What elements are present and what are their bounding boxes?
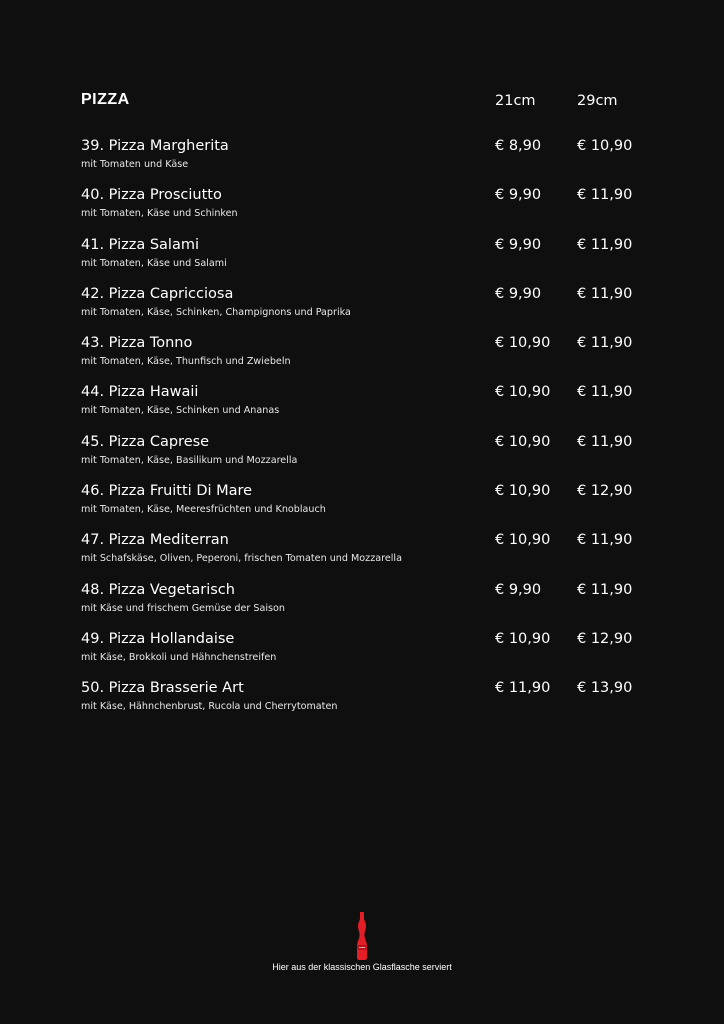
menu-item-name: 48. Pizza Vegetarisch: [81, 581, 235, 598]
menu-item-description: mit Käse und frischem Gemüse der Saison: [81, 602, 285, 614]
price-large: € 11,90: [577, 335, 633, 352]
section-header: [81, 91, 661, 115]
menu-item-name: 39. Pizza Margherita: [81, 138, 229, 154]
size-large-header: 29cm: [577, 93, 618, 109]
price-large: € 10,90: [577, 138, 633, 154]
menu-item-description: mit Schafskäse, Oliven, Peperoni, frischen Tomaten und Mozzarella: [81, 553, 402, 565]
menu-list: [81, 138, 661, 730]
menu-item: [81, 483, 661, 532]
price-small: € 10,90: [495, 630, 551, 647]
menu-item-name: 50. Pizza Brasserie Art: [81, 680, 244, 697]
price-large: € 11,90: [577, 236, 633, 253]
menu-item: [81, 434, 661, 483]
menu-item: [81, 335, 661, 384]
price-large: € 11,90: [577, 433, 633, 450]
menu-item-name: 47. Pizza Mediterran: [81, 532, 229, 549]
price-large: € 11,90: [577, 384, 633, 401]
coca-cola-bottle-icon: [352, 912, 372, 960]
price-large: € 13,90: [577, 680, 633, 697]
menu-item-name: 40. Pizza Prosciutto: [81, 187, 222, 204]
price-large: € 11,90: [577, 187, 633, 204]
price-small: € 10,90: [495, 532, 551, 549]
menu-item-name: 41. Pizza Salami: [81, 236, 199, 253]
menu-item-description: mit Tomaten, Käse, Schinken, Champignons und Paprika: [81, 306, 351, 318]
menu-item: [81, 384, 661, 433]
menu-item: [81, 532, 661, 581]
menu-item-name: 43. Pizza Tonno: [81, 335, 193, 352]
price-small: € 11,90: [495, 680, 551, 697]
menu-item: [81, 680, 661, 729]
menu-item-description: mit Tomaten und Käse: [81, 159, 189, 170]
menu-item-description: mit Tomaten, Käse, Schinken und Ananas: [81, 405, 280, 417]
price-large: € 11,90: [577, 581, 633, 598]
menu-item: [81, 286, 661, 335]
footer-note: Hier aus der klassischen Glasflasche serviert: [272, 962, 452, 972]
menu-item-name: 46. Pizza Fruitti Di Mare: [81, 483, 253, 500]
price-small: € 10,90: [495, 483, 551, 500]
menu-item-description: mit Käse, Hähnchenbrust, Rucola und Cherrytomaten: [81, 701, 338, 713]
menu-item-name: 42. Pizza Capricciosa: [81, 285, 234, 302]
price-small: € 10,90: [495, 433, 551, 450]
price-small: € 10,90: [495, 384, 551, 401]
section-title: PIZZA: [81, 91, 130, 108]
price-small: € 9,90: [495, 187, 542, 204]
menu-item-description: mit Tomaten, Käse und Salami: [81, 257, 227, 269]
menu-item-description: mit Tomaten, Käse, Basilikum und Mozzarella: [81, 454, 298, 466]
price-large: € 11,90: [577, 532, 633, 549]
price-large: € 12,90: [577, 630, 633, 647]
price-small: € 9,90: [495, 285, 542, 302]
menu-item-name: 45. Pizza Caprese: [81, 433, 210, 450]
footer: [0, 912, 724, 972]
price-small: € 9,90: [495, 581, 542, 598]
menu-item-description: mit Tomaten, Käse, Thunfisch und Zwiebeln: [81, 356, 291, 368]
menu-item-description: mit Tomaten, Käse und Schinken: [81, 208, 238, 220]
price-large: € 11,90: [577, 285, 633, 302]
menu-item: [81, 138, 661, 187]
menu-item-description: mit Käse, Brokkoli und Hähnchenstreifen: [81, 651, 277, 663]
menu-item: [81, 237, 661, 286]
menu-item-name: 44. Pizza Hawaii: [81, 384, 199, 401]
price-small: € 8,90: [495, 138, 542, 154]
size-small-header: 21cm: [495, 93, 536, 109]
price-small: € 10,90: [495, 335, 551, 352]
menu-item: [81, 187, 661, 236]
menu-item-name: 49. Pizza Hollandaise: [81, 630, 235, 647]
price-large: € 12,90: [577, 483, 633, 500]
menu-item: [81, 582, 661, 631]
menu-item: [81, 631, 661, 680]
price-small: € 9,90: [495, 236, 542, 253]
menu-item-description: mit Tomaten, Käse, Meeresfrüchten und Knoblauch: [81, 504, 326, 516]
